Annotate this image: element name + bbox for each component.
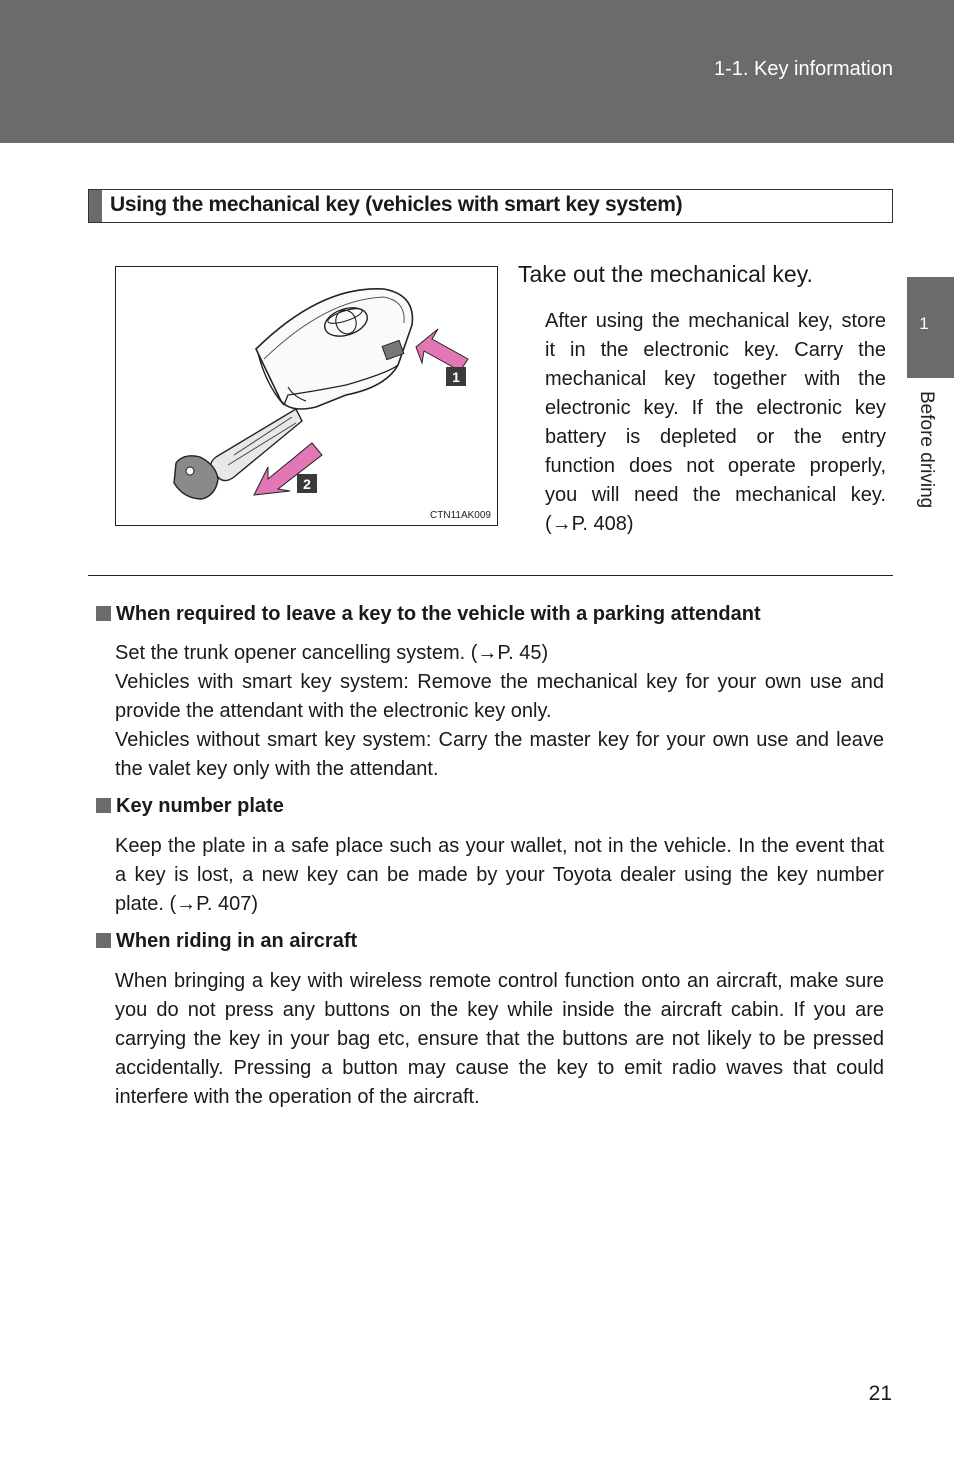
chapter-label-text: Before driving <box>916 391 937 509</box>
callout-1-label: 1 <box>452 369 460 385</box>
step-description: After using the mechanical key, store it in the electronic key. Carry the mechanical key together with the electronic key. If the electronic key battery is depleted or the entry function does not operate properly, you will need the mechanical key. (→P. 408) <box>545 310 886 535</box>
bullet-square-icon <box>96 933 111 948</box>
note-body-aircraft <box>115 967 884 1112</box>
note-heading-text: When riding in an aircraft <box>116 930 358 952</box>
press-arrow-icon <box>416 329 468 371</box>
note-body-parking-attendant <box>115 639 884 784</box>
note-heading-key-number-plate <box>96 795 284 818</box>
note-heading-aircraft <box>96 930 357 953</box>
note-body-key-number-plate <box>115 832 884 919</box>
note-paragraph: Keep the plate in a safe place such as your wallet, not in the vehicle. In the event that a key is lost, a new key can be made by your Toyota dealer using the key number plate. (→P. 407) <box>115 835 884 915</box>
note-paragraph: When bringing a key with wireless remote control function onto an aircraft, make sure you do not press any buttons on the key while inside the aircraft cabin. If you are carrying the key in your bag etc, ensure that the buttons are not likely to be pressed accidentally. Pressing a button may cause the key to emit radio waves that could interfere with the operation of the aircraft. <box>115 970 884 1108</box>
note-paragraph: Set the trunk opener cancelling system. (→P. 45) <box>115 642 549 664</box>
bullet-square-icon <box>96 606 111 621</box>
key-illustration <box>115 266 498 526</box>
section-heading <box>88 189 893 223</box>
chapter-label <box>915 391 935 531</box>
figure-code: CTN11AK009 <box>430 510 491 521</box>
header-section-title: 1-1. Key information <box>714 58 893 80</box>
note-heading-parking-attendant <box>96 603 761 626</box>
note-paragraph: Vehicles without smart key system: Carry the master key for your own use and leave the valet key only with the attendant. <box>115 729 884 780</box>
section-heading-text: Using the mechanical key (vehicles with smart key system) <box>110 193 683 216</box>
chapter-number: 1 <box>919 314 929 333</box>
page-number: 21 <box>868 1382 892 1405</box>
section-heading-bar <box>89 190 102 222</box>
bullet-square-icon <box>96 798 111 813</box>
key-illustration-drawing <box>116 267 497 525</box>
note-heading-text: Key number plate <box>116 795 284 817</box>
step-heading: Take out the mechanical key. <box>518 261 813 287</box>
callout-2-label: 2 <box>303 476 311 492</box>
note-heading-text: When required to leave a key to the vehicle with a parking attendant <box>116 603 761 625</box>
chapter-tab <box>907 277 954 378</box>
note-paragraph: Vehicles with smart key system: Remove the mechanical key for your own use and provide the attendant with the electronic key only. <box>115 671 884 722</box>
page-header <box>0 0 954 143</box>
section-divider <box>88 575 893 576</box>
